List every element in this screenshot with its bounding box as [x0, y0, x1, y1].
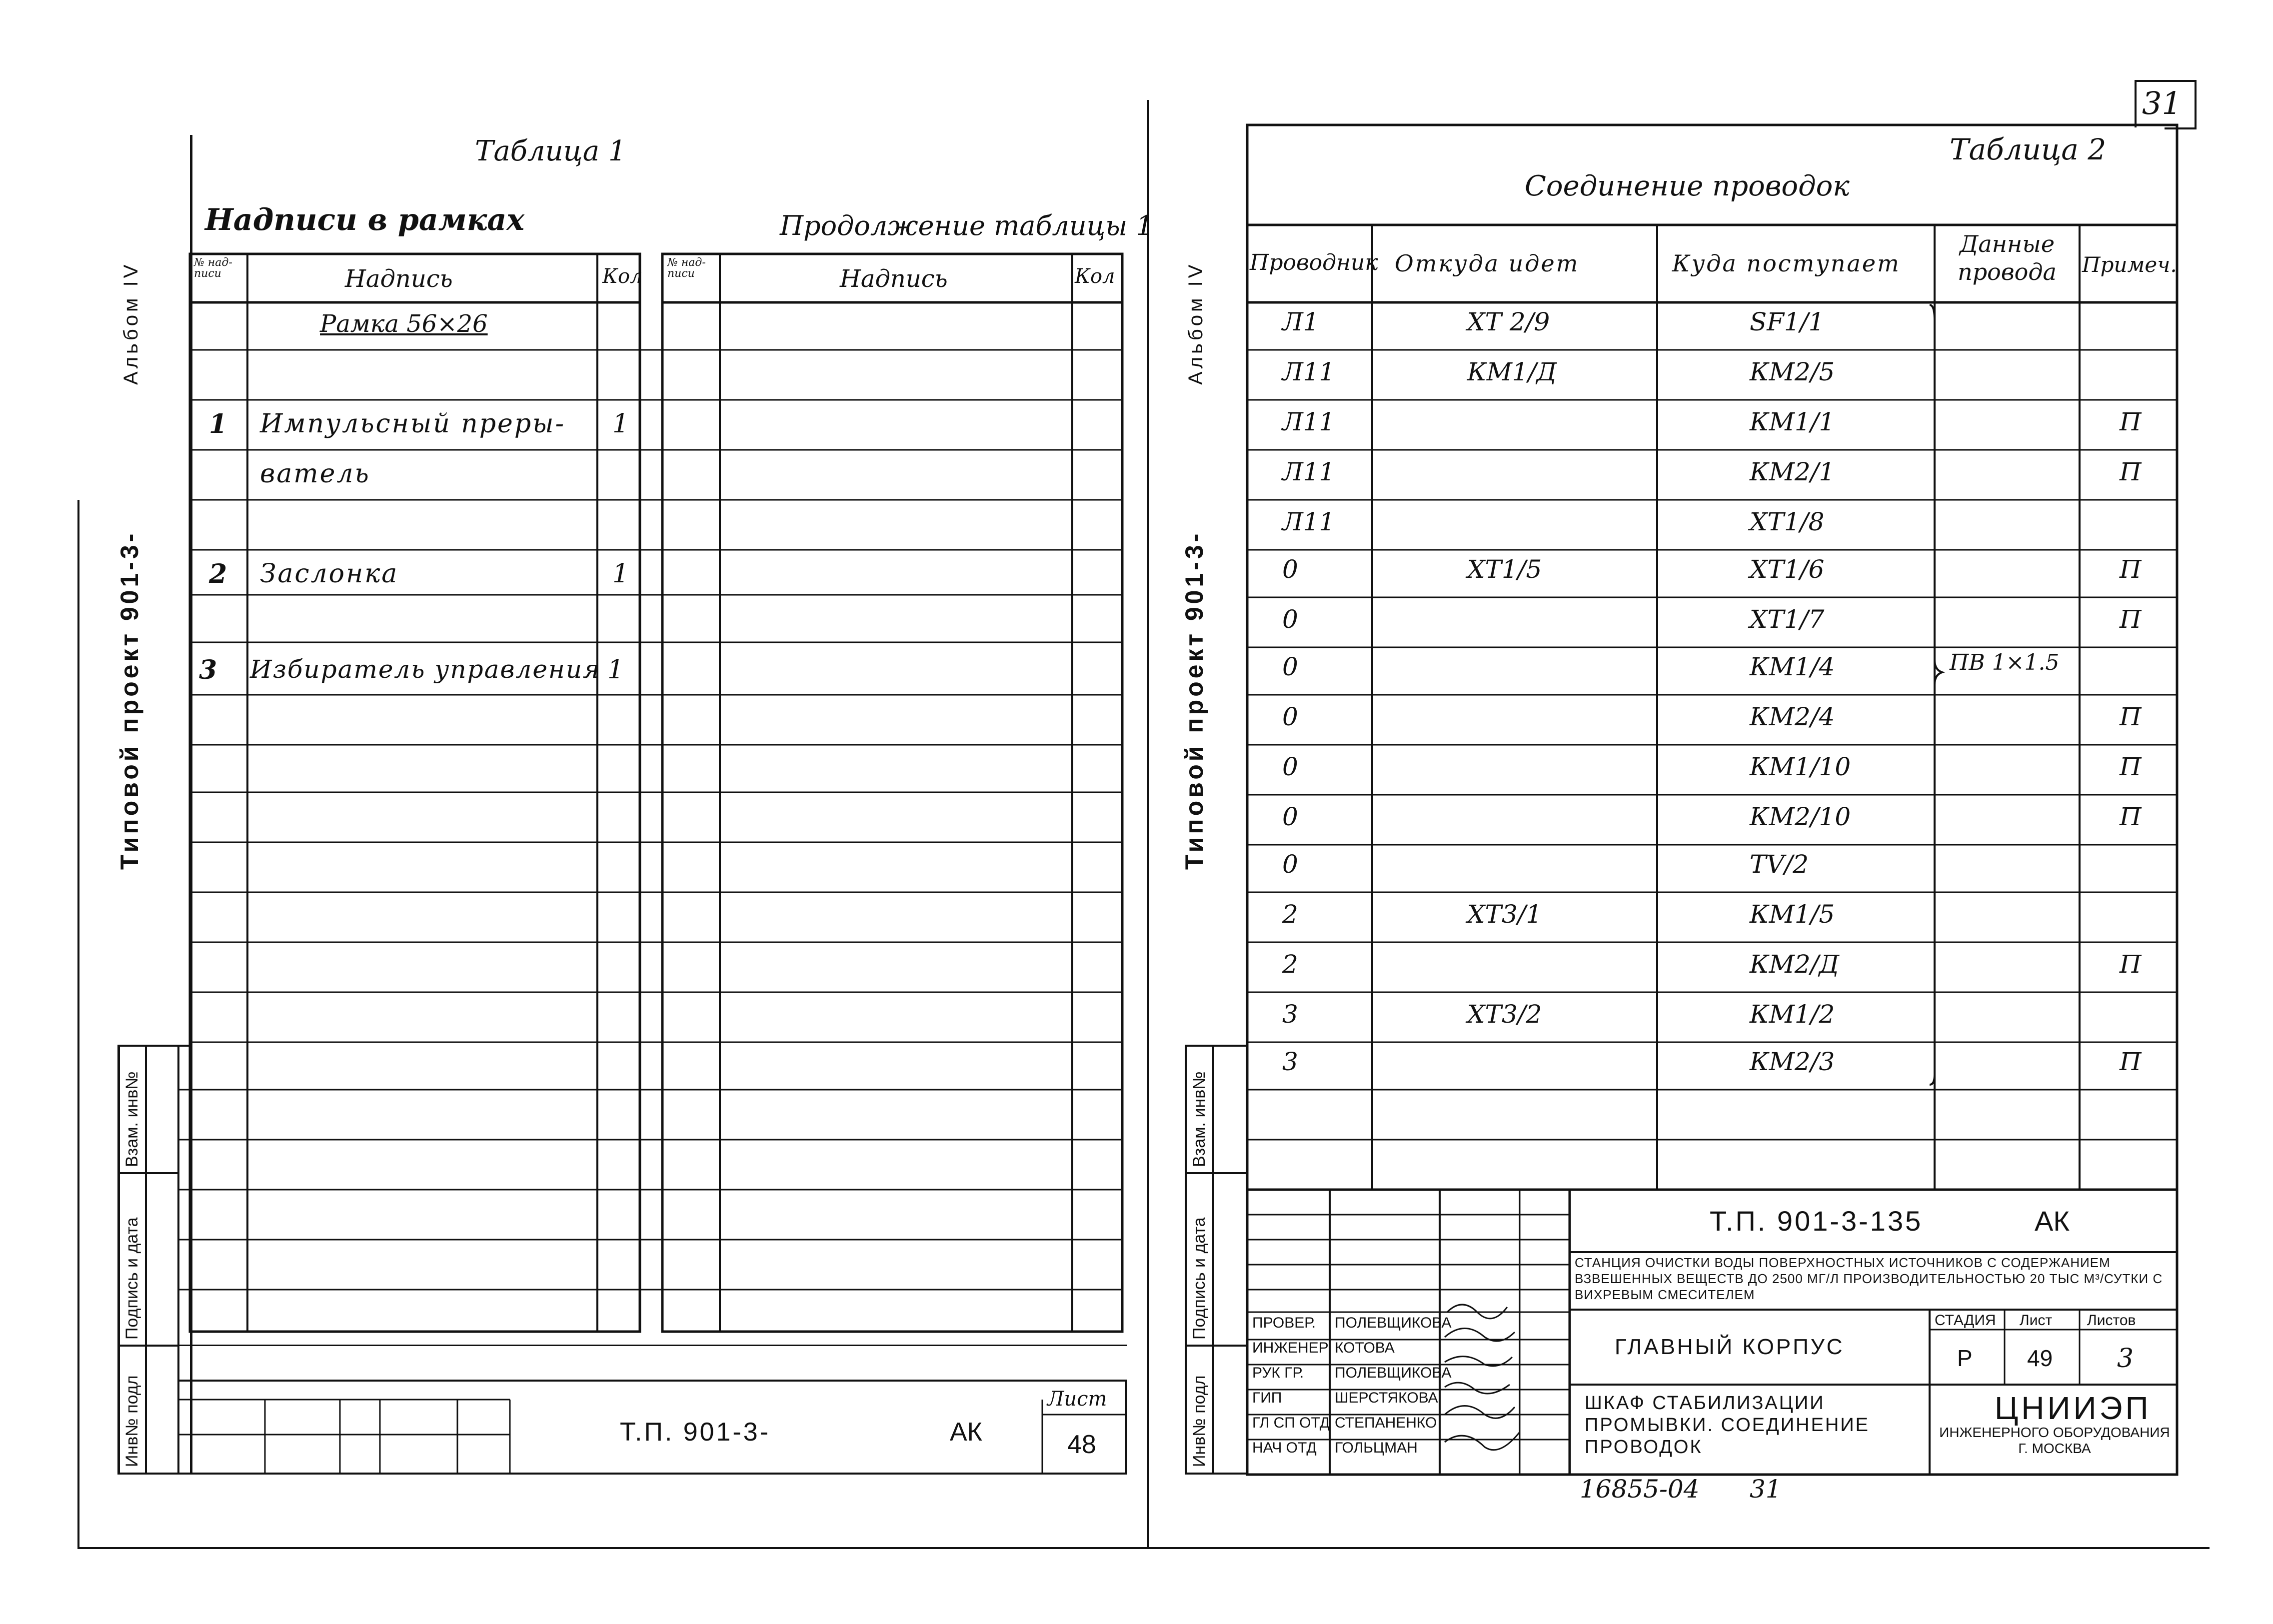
- tb-stage: Р: [1957, 1345, 1973, 1371]
- wire-row-to: КМ2/1: [1750, 457, 1835, 486]
- tb-code: Т.П. 901-3-135: [1710, 1205, 1923, 1237]
- left-header-qty: Кол: [602, 265, 643, 288]
- signature-role: ГИП: [1252, 1390, 1282, 1406]
- tb-building: ГЛАВНЫЙ КОРПУС: [1615, 1335, 1845, 1359]
- signature-name: ПОЛЕВЩИКОВА: [1335, 1365, 1452, 1381]
- wire-row-to: КМ1/5: [1750, 900, 1835, 929]
- cable-spec: ПВ 1×1.5: [1950, 650, 2060, 675]
- wire-row-to: КМ1/10: [1750, 752, 1851, 781]
- left-footer-code: Т.П. 901-3-: [620, 1418, 771, 1447]
- table-row-no: 3: [199, 655, 217, 685]
- wire-row-note: П: [2120, 1047, 2142, 1076]
- wire-row-wire: 0: [1282, 802, 1298, 831]
- table-row-text: Избиратель управления: [250, 655, 601, 684]
- wire-row-wire: 0: [1282, 752, 1298, 781]
- left-header-no: № над- писи: [194, 256, 232, 280]
- wire-row-from: ХТ 2/9: [1467, 307, 1550, 336]
- left-continuation: Продолжение таблицы 1: [780, 210, 1153, 241]
- wire-row-to: КМ2/Д: [1750, 950, 1840, 979]
- table-row-no: 1: [209, 409, 227, 439]
- left-heading: Надписи в рамках: [205, 202, 524, 237]
- right-table-title: Таблица 2: [1950, 132, 2107, 166]
- tb-sheets: 3: [2117, 1344, 2134, 1374]
- wire-row-from: ХТ1/5: [1467, 555, 1542, 584]
- wire-row-wire: 0: [1282, 555, 1298, 584]
- signature-role: ИНЖЕНЕР: [1252, 1340, 1329, 1356]
- tb-sheets-label: Листов: [2087, 1312, 2136, 1329]
- left-side-label: Типовой проект 901-3-: [115, 530, 143, 870]
- table-row-text: Импульсный преры-: [260, 409, 566, 439]
- wire-row-note: П: [2120, 555, 2142, 584]
- signature-name: ПОЛЕВЩИКОВА: [1335, 1315, 1452, 1331]
- wire-row-wire: 0: [1282, 652, 1298, 681]
- tb-sheet-label: Лист: [2020, 1312, 2053, 1329]
- signature-role: ПРОВЕР.: [1252, 1315, 1316, 1331]
- signature-role: РУК ГР.: [1252, 1365, 1304, 1381]
- left-footer-sheet-label: Лист: [1047, 1388, 1107, 1411]
- right-cont-header-qty: Кол: [1075, 265, 1115, 288]
- right-side-label: Типовой проект 901-3-: [1180, 530, 1208, 870]
- left-footer-sheet: 48: [1067, 1430, 1096, 1459]
- wire-row-note: П: [2120, 950, 2142, 979]
- signature-role: ГЛ СП ОТД: [1252, 1415, 1330, 1431]
- header-from: Откуда идет: [1395, 250, 1580, 277]
- left-stamp-replace: Взам. инв№: [122, 1071, 141, 1167]
- wire-row-wire: Л11: [1282, 457, 1335, 486]
- wire-row-to: КМ2/10: [1750, 802, 1851, 831]
- signature-name: КОТОВА: [1335, 1340, 1395, 1356]
- wire-row-wire: 0: [1282, 702, 1298, 731]
- left-album-label: Альбом IV: [120, 261, 142, 385]
- wire-row-wire: 3: [1282, 1047, 1298, 1076]
- wire-row-to: ХТ1/6: [1750, 555, 1825, 584]
- wire-row-wire: Л1: [1282, 307, 1319, 336]
- left-stamp-sign: Подпись и дата: [122, 1217, 141, 1340]
- wire-row-wire: 3: [1282, 1000, 1298, 1029]
- wire-row-wire: 2: [1282, 900, 1298, 929]
- tb-project: СТАНЦИЯ ОЧИСТКИ ВОДЫ ПОВЕРХНОСТНЫХ ИСТОЧНИКОВ С СОДЕРЖАНИЕМ ВЗВЕШЕННЫХ ВЕЩЕСТВ ДО 2500 МГ/Л ПРОИЗВОДИТЕЛЬНОСТЬЮ 20 ТЫС М³/СУТКИ С ВИХРЕВЫМ СМЕСИТЕЛЕМ: [1575, 1255, 2163, 1302]
- wire-row-to: КМ1/2: [1750, 1000, 1835, 1029]
- table-row-qty: 1: [612, 409, 629, 439]
- wire-row-from: КМ1/Д: [1467, 357, 1557, 386]
- bottom-sheet: 31: [1750, 1475, 1782, 1504]
- right-stamp-sign: Подпись и дата: [1190, 1217, 1209, 1340]
- left-footer-mark: АК: [950, 1418, 982, 1447]
- wire-row-to: КМ1/4: [1750, 652, 1835, 681]
- tb-mark: АК: [2035, 1205, 2070, 1237]
- wire-row-to: ХТ1/8: [1750, 507, 1825, 536]
- wire-row-to: КМ2/5: [1750, 357, 1835, 386]
- right-stamp-inv: Инв№ подл: [1190, 1375, 1209, 1467]
- wire-row-note: П: [2120, 605, 2142, 634]
- left-stamp-inv: Инв№ подл: [122, 1375, 141, 1467]
- wire-row-from: ХТ3/2: [1467, 1000, 1542, 1029]
- wire-row-to: SF1/1: [1750, 307, 1825, 336]
- right-cont-header-text: Надпись: [840, 265, 948, 293]
- signature-name: СТЕПАНЕНКО: [1335, 1415, 1437, 1431]
- page-number: 31: [2142, 85, 2182, 121]
- table-row-text: ватель: [260, 459, 370, 489]
- wire-row-to: ТV/2: [1750, 850, 1809, 879]
- signature-name: ШЕРСТЯКОВА: [1335, 1390, 1438, 1406]
- right-album-label: Альбом IV: [1185, 261, 1207, 385]
- wire-row-wire: Л11: [1282, 407, 1335, 436]
- bottom-note: 16855-04: [1580, 1475, 1700, 1504]
- table-row-text: Заслонка: [260, 559, 399, 589]
- header-wire: Проводник: [1250, 250, 1378, 275]
- right-stamp-replace: Взам. инв№: [1190, 1071, 1209, 1167]
- wire-row-wire: Л11: [1282, 507, 1335, 536]
- tb-drawing: ШКАФ СТАБИЛИЗАЦИИ ПРОМЫВКИ. СОЕДИНЕНИЕ ПРОВОДОК: [1585, 1393, 1870, 1458]
- left-header-text: Надпись: [345, 265, 453, 293]
- wire-row-note: П: [2120, 802, 2142, 831]
- frame-caption: Рамка 56×26: [320, 310, 488, 338]
- tb-stage-label: СТАДИЯ: [1935, 1312, 1996, 1329]
- header-note: Примеч.: [2082, 252, 2177, 277]
- wire-row-note: П: [2120, 702, 2142, 731]
- wire-row-note: П: [2120, 752, 2142, 781]
- header-data: Данные провода: [1958, 230, 2057, 285]
- wire-row-wire: 0: [1282, 605, 1298, 634]
- wire-row-to: КМ1/1: [1750, 407, 1835, 436]
- wire-row-from: ХТ3/1: [1467, 900, 1542, 929]
- right-cont-header-no: № над- писи: [667, 256, 706, 280]
- signature-scribbles: [1445, 1305, 1520, 1450]
- signature-role: НАЧ ОТД: [1252, 1440, 1317, 1456]
- tb-org: ЦНИИЭП: [1995, 1390, 2152, 1426]
- wire-row-note: П: [2120, 457, 2142, 486]
- table-row-no: 2: [209, 559, 227, 589]
- left-table-title: Таблица 1: [475, 135, 626, 167]
- right-heading: Соединение проводок: [1525, 170, 1850, 202]
- tb-sheet: 49: [2027, 1345, 2053, 1371]
- signature-name: ГОЛЬЦМАН: [1335, 1440, 1418, 1456]
- wire-row-to: КМ2/4: [1750, 702, 1835, 731]
- wire-row-wire: 0: [1282, 850, 1298, 879]
- wire-row-wire: 2: [1282, 950, 1298, 979]
- table-row-qty: 1: [607, 655, 624, 685]
- tb-org-sub: ИНЖЕНЕРНОГО ОБОРУДОВАНИЯ Г. МОСКВА: [1939, 1425, 2170, 1456]
- wire-row-wire: Л11: [1282, 357, 1335, 386]
- header-to: Куда поступает: [1672, 250, 1901, 277]
- wire-row-to: КМ2/3: [1750, 1047, 1835, 1076]
- wire-row-to: ХТ1/7: [1750, 605, 1825, 634]
- wire-row-note: П: [2120, 407, 2142, 436]
- table-row-qty: 1: [612, 559, 629, 589]
